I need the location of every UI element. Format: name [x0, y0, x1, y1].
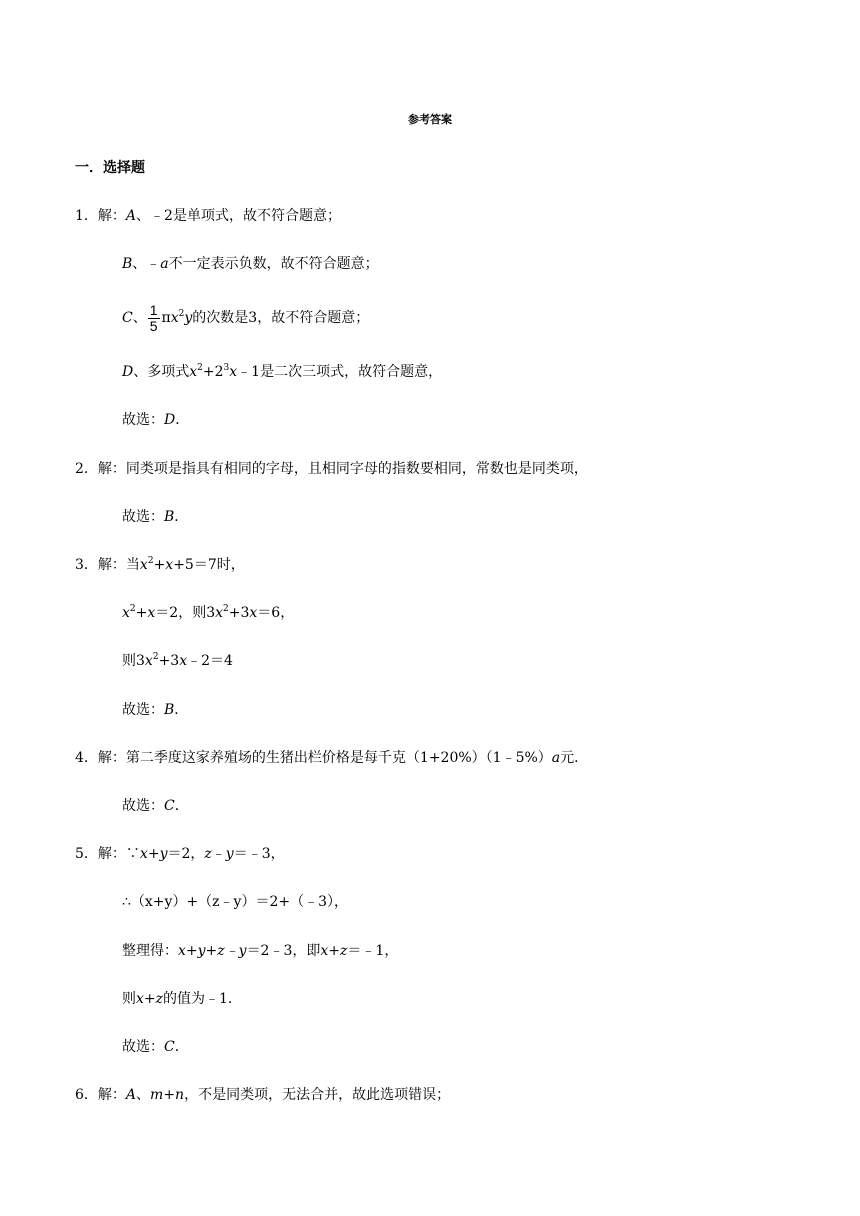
q3-answer: 故选：B． [122, 702, 189, 718]
section-heading: 一．选择题 [75, 160, 145, 176]
q5-answer: 故选：C． [122, 1039, 189, 1055]
q3-line-3: 则$3x^2+3x﹣2=4$ [122, 652, 233, 669]
q5-line-2: ∴（x+y）+（z﹣y）＝2+（﹣3）， [122, 894, 349, 910]
q3-line-2: $x^2+x=2$，则$3x^2+3x=6$， [122, 604, 295, 621]
q6-line: 6．解：A、m+n，不是同类项，无法合并，故此选项错误； [75, 1087, 451, 1103]
q3-line-1: 3．解：当$x^2+x+5=7$时， [75, 556, 245, 573]
q1-line-d: D、多项式$x^2+2^3x﹣1$是二次三项式，故符合题意， [122, 363, 443, 380]
q5-line-4: 则x+z的值为﹣1． [122, 991, 242, 1007]
q1-answer: 故选：D． [122, 412, 190, 428]
q4-line: 4．解：第二季度这家养殖场的生猪出栏价格是每千克（1+20%）（1﹣5%）a元． [75, 750, 589, 766]
q1-line-a: 1．解：A、﹣2是单项式，故不符合题意； [75, 208, 341, 224]
q2-line: 2．解：同类项是指具有相同的字母，且相同字母的指数要相同，常数也是同类项， [75, 461, 588, 477]
q5-line-1: 5．解：∵x+y＝2，z﹣y＝﹣3， [75, 846, 285, 862]
q1-line-b: B、﹣a不一定表示负数，故不符合题意； [122, 256, 379, 272]
q5-line-3: 整理得：x+y+z﹣y＝2﹣3，即x+z＝﹣1， [122, 943, 399, 959]
q4-answer: 故选：C． [122, 798, 189, 814]
page-title: 参考答案 [408, 113, 452, 126]
q1-line-c: C、 $\frac{1}{5}$ $\pi x^2y$的次数是3，故不符合题意； [122, 301, 370, 334]
q2-answer: 故选：B． [122, 509, 189, 525]
fraction-one-fifth: $\frac{1}{5}$ [149, 301, 158, 334]
